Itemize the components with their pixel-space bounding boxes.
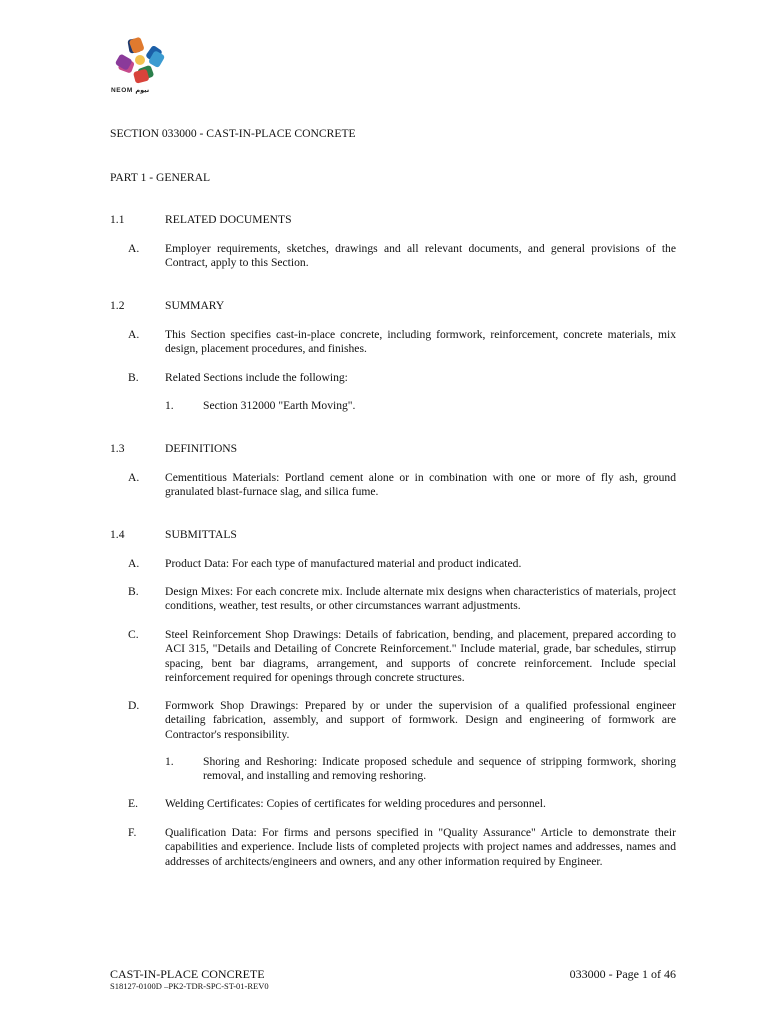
paragraph: Related Sections include the following: [165,371,348,384]
item-letter: B. [128,371,139,384]
item-letter: A. [128,242,140,255]
article-heading: RELATED DOCUMENTS [165,213,292,226]
article-number: 1.3 [110,442,125,455]
article-heading: SUMMARY [165,299,225,312]
article-heading: SUBMITTALS [165,528,237,541]
item-letter: E. [128,797,138,810]
paragraph: Formwork Shop Drawings: Prepared by or under the supervision of a qualified professional engineer detailing fabrication, assembly, and support of formwork. Design and engineering of formwork are Contractor's responsibility. [165,699,676,741]
item-letter: B. [128,585,139,598]
item-letter: F. [128,826,137,839]
paragraph: Welding Certificates: Copies of certificates for welding procedures and personnel. [165,797,546,810]
footer-title: CAST-IN-PLACE CONCRETE [110,967,265,981]
item-letter: A. [128,328,140,341]
item-letter: A. [128,471,140,484]
paragraph: Product Data: For each type of manufactured material and product indicated. [165,557,522,570]
section-title: SECTION 033000 - CAST-IN-PLACE CONCRETE [110,127,356,140]
article-heading: DEFINITIONS [165,442,238,455]
part-title: PART 1 - GENERAL [110,171,211,184]
subitem-number: 1. [165,755,174,768]
paragraph: Qualification Data: For firms and persons specified in "Quality Assurance" Article to demonstrate their capabilities and experience. Include lists of completed projects with project names and addresses, names and addresses of architects/engineers and owners, and any other information required by Engineer. [165,826,676,868]
subparagraph: Section 312000 "Earth Moving". [203,399,356,412]
paragraph: Cementitious Materials: Portland cement alone or in combination with one or more of fly ash, ground granulated blast-furnace slag, and silica fume. [165,471,676,499]
paragraph: Employer requirements, sketches, drawings and all relevant documents, and general provisions of the Contract, apply to this Section. [165,242,676,270]
item-letter: D. [128,699,140,712]
paragraph: Steel Reinforcement Shop Drawings: Details of fabrication, bending, and placement, prepared according to ACI 315, "Details and Detailing of Concrete Reinforcement." Include material, grade, bar schedules, stirrup spacing, bent bar diagrams, arrangement, and supports of concrete reinforcement. Include special reinforcement required for openings through concrete structures. [165,628,676,684]
paragraph: This Section specifies cast-in-place concrete, including formwork, reinforcement, concrete materials, mix design, placement procedures, and finishes. [165,328,676,356]
footer-document-code: S18127-0100D –PK2-TDR-SPC-ST-01-REV0 [110,981,269,991]
footer-page-number: 033000 - Page 1 of 46 [569,967,676,981]
paragraph: Design Mixes: For each concrete mix. Include alternate mix designs when characteristics of materials, project conditions, weather, test results, or other circumstances warrant adjustments. [165,585,676,613]
subitem-number: 1. [165,399,174,412]
item-letter: A. [128,557,140,570]
neom-wordmark: NEOM نيوم [111,87,150,94]
subparagraph: Shoring and Reshoring: Indicate proposed schedule and sequence of stripping formwork, shoring removal, and installing and removing reshoring. [203,755,676,783]
article-number: 1.1 [110,213,125,226]
article-number: 1.4 [110,528,125,541]
item-letter: C. [128,628,139,641]
article-number: 1.2 [110,299,125,312]
